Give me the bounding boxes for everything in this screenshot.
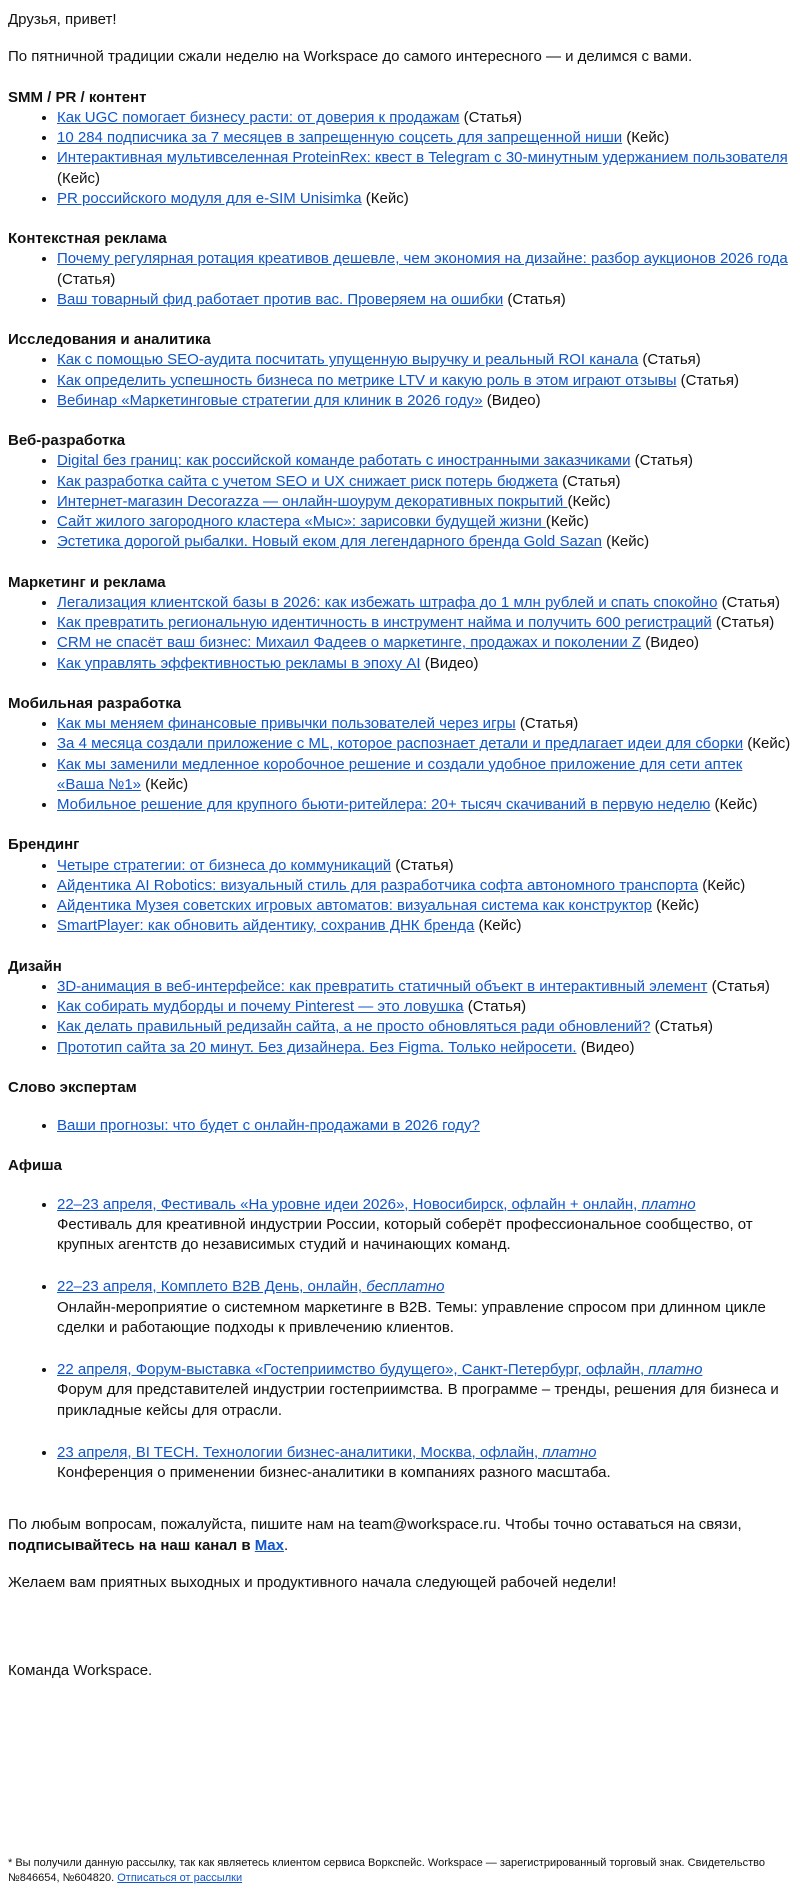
section-6 [8,835,792,936]
article-link[interactable]: Сайт жилого загородного кластера «Мыс»: зарисовки будущей жизни [57,513,546,530]
section-7 [8,957,792,1058]
article-link[interactable]: Интерактивная мультивселенная ProteinRex: квест в Telegram с 30-минутным удержанием пользователя [57,149,788,167]
list-item [57,714,792,734]
content-type-label: (Статья) [676,371,739,389]
event-link[interactable] [57,1196,696,1213]
list-item [57,1038,792,1058]
list-item [57,1017,792,1037]
event-link[interactable] [57,1361,702,1378]
content-type-label: (Кейс) [601,533,650,551]
section-title: Контекстная реклама [8,230,167,247]
list-item [57,391,792,411]
article-list [8,856,792,937]
article-link[interactable]: Интернет-магазин Decorazza — онлайн-шоурум декоративных покрытий [57,492,568,510]
greeting: Друзья, привет! [8,11,117,28]
content-type-label: (Статья) [717,593,780,611]
content-type-label: (Кейс) [710,796,758,813]
event-description: Фестиваль для креативной индустрии России, который соберёт профессиональное сообщество, от крупных агентств до независимых студий и начинающих команд. [57,1215,753,1253]
section-title: Брендинг [8,836,80,854]
content-type-label: (Кейс) [57,169,100,187]
article-link[interactable]: Как собирать мудборды и почему Pinterest — это ловушка [57,998,464,1015]
article-list [8,451,792,552]
list-item [57,734,792,754]
list-item [57,633,792,653]
content-type-label: (Кейс) [141,775,189,793]
content-type-label: (Статья) [707,977,770,995]
article-link[interactable]: Как разработка сайта с учетом SEO и UX снижает риск потерь бюджета [57,472,559,490]
section-title: Маркетинг и реклама [8,573,166,591]
article-link[interactable]: Айдентика AI Robotics: визуальный стиль для разработчика софта автономного транспорта [57,876,699,894]
content-type-label: (Статья) [638,351,701,369]
experts-list [8,1116,792,1136]
section-title: SMM / PR / контент [8,88,147,106]
article-link[interactable]: Ваш товарный фид работает против вас. Проверяем на ошибки [57,290,504,308]
list-item [57,795,792,815]
list-item [57,755,792,796]
article-link[interactable]: Ваши прогнозы: что будет с онлайн-продажами в 2026 году? [57,1117,480,1134]
event-item [57,1277,792,1338]
list-item [57,593,792,613]
list-item [57,916,792,936]
article-link[interactable]: Как UGC помогает бизнесу расти: от доверия к продажам [57,108,460,126]
article-link[interactable]: Прототип сайта за 20 минут. Без дизайнера. Без Figma. Только нейросети. [57,1038,577,1056]
event-description: Онлайн-мероприятие о системном маркетинге в B2B. Темы: управление спросом при длинном цикле сделки и работающие подходы к привлечению клиентов. [57,1298,766,1336]
content-type-label: (Статья) [463,998,527,1015]
list-item [57,350,792,370]
content-type-label: (Статья) [558,472,621,490]
footer [8,1856,778,1886]
section-title: Дизайн [8,957,62,975]
content-type-label: (Статья) [515,715,579,732]
section-title: Исследования и аналитика [8,331,211,348]
content-type-label: (Кейс) [651,897,700,914]
article-link[interactable]: 3D-анимация в веб-интерфейсе: как превратить статичный объект в интерактивный элемент [57,977,708,995]
section-0 [8,88,792,210]
event-title: 22–23 апреля, Фестиваль «На уровне идеи 2026», Новосибирск, офлайн + онлайн, [57,1195,642,1213]
event-price: платно [641,1195,696,1213]
article-link[interactable]: Айдентика Музея советских игровых автоматов: визуальная система как конструктор [57,897,652,914]
article-link[interactable]: Как превратить региональную идентичность в инструмент найма и получить 600 регистраций [57,614,712,631]
list-item [57,290,792,310]
content-type-label: (Кейс) [545,513,589,530]
subscribe-text: подписывайтесь на наш канал в [8,1536,255,1554]
event-item [57,1195,792,1256]
wish-text: Желаем вам приятных выходных и продуктивного начала следующей рабочей недели! [8,1573,617,1591]
section-5 [8,694,792,816]
article-list [8,108,792,209]
event-link[interactable] [57,1278,445,1295]
list-item [57,654,792,674]
unsubscribe-link[interactable]: Отписаться от рассылки [117,1871,243,1884]
contact-end: . [283,1536,289,1554]
article-list [8,249,792,310]
footer-text: * Вы получили данную рассылку, так как являетесь клиентом сервиса Воркспейс. Workspace — зарегистрированный торговый знак. Свидетельство №846654, №604820. [8,1857,765,1884]
content-type-label: (Видео) [420,654,479,672]
list-item [57,451,792,471]
list-item [57,472,792,492]
list-item [57,249,792,290]
event-title: 23 апреля, BI TECH. Технологии бизнес-аналитики, Москва, офлайн, [57,1443,543,1461]
content-type-label: (Кейс) [698,876,746,894]
content-type-label: (Статья) [459,108,523,126]
content-type-label: (Кейс) [361,189,409,207]
article-link[interactable]: Как мы заменили медленное коробочное решение и создали удобное приложение для сети аптек «Ваша №1» [57,755,743,793]
list-item [57,876,792,896]
article-link[interactable]: Вебинар «Маркетинговые стратегии для клиник в 2026 году» [57,391,483,409]
section-experts [8,1078,792,1137]
article-link[interactable]: Эстетика дорогой рыбалки. Новый еком для легендарного бренда Gold Sazan [57,533,602,551]
section-1 [8,229,792,310]
article-link[interactable]: Как управлять эффективностью рекламы в эпоху AI [57,654,421,672]
content-type-label: (Статья) [711,614,775,631]
content-type-label: (Видео) [641,634,700,652]
event-link[interactable] [57,1444,596,1461]
intro-text: По пятничной традиции сжали неделю на Workspace до самого интересного — и делимся с вами. [8,48,693,66]
article-list [8,593,792,674]
content-type-label: (Кейс) [474,917,522,935]
section-3 [8,431,792,553]
article-link[interactable]: Как делать правильный редизайн сайта, а не просто обновляться ради обновлений? [57,1018,651,1036]
article-link[interactable]: Почему регулярная ротация креативов дешевле, чем экономия на дизайне: разбор аукционов 2026 года [57,250,788,268]
max-channel-link[interactable]: Max [254,1536,284,1554]
section-afisha [8,1156,792,1483]
list-item [57,128,792,148]
content-type-label: (Видео) [482,391,541,409]
content-type-label: (Кейс) [567,492,611,510]
list-item [57,613,792,633]
article-link[interactable]: Как мы меняем финансовые привычки пользователей через игры [57,715,516,732]
list-item [57,189,792,209]
list-item [57,371,792,391]
content-type-label: (Статья) [650,1018,714,1036]
content-type-label: (Кейс) [622,129,670,146]
article-link[interactable]: Четыре стратегии: от бизнеса до коммуникаций [57,856,392,874]
events-list [8,1195,792,1484]
article-link[interactable]: Мобильное решение для крупного бьюти-ритейлера: 20+ тысяч скачиваний в первую неделю [57,796,711,813]
section-title: Мобильная разработка [8,694,182,712]
content-type-label: (Статья) [57,270,116,288]
article-list [8,977,792,1058]
team-signature: Команда Workspace. [8,1662,153,1679]
event-title: 22 апреля, Форум-выставка «Гостеприимство будущего», Санкт-Петербург, офлайн, [57,1361,649,1378]
event-price: платно [648,1361,703,1378]
contact-text [8,1515,792,1556]
event-item [57,1443,792,1484]
section-title: Слово экспертам [8,1078,137,1096]
content-type-label: (Статья) [391,856,454,874]
list-item [57,492,792,512]
article-list [8,350,792,411]
list-item [57,856,792,876]
section-title: Веб-разработка [8,432,126,449]
sections-container [8,88,792,1058]
section-2 [8,330,792,411]
section-4 [8,573,792,674]
article-link[interactable]: 10 284 подписчика за 7 месяцев в запрещенную соцсеть для запрещенной ниши [57,129,623,146]
contact-subscribe-bold [8,1537,284,1554]
list-item [57,896,792,916]
list-item [57,1116,792,1136]
event-item [57,1360,792,1421]
list-item [57,512,792,532]
content-type-label: (Видео) [576,1038,635,1056]
article-link[interactable]: За 4 месяца создали приложение с ML, которое распознает детали и предлагает идеи для сборки [57,735,744,753]
list-item [57,148,792,189]
article-list [8,714,792,815]
list-item [57,532,792,552]
event-price: платно [542,1443,597,1461]
article-link[interactable]: Digital без границ: как российской команде работать с иностранными заказчиками [57,452,631,470]
event-description: Конференция о применении бизнес-аналитики в компаниях разного масштаба. [57,1464,611,1481]
list-item [57,108,792,128]
article-link[interactable]: Легализация клиентской базы в 2026: как избежать штрафа до 1 млн рублей и спать спокойно [57,593,718,611]
list-item [57,977,792,997]
section-title: Афиша [8,1157,63,1175]
article-link[interactable]: SmartPlayer: как обновить айдентику, сохранив ДНК бренда [57,917,475,935]
contact-text-main: По любым вопросам, пожалуйста, пишите нам на team@workspace.ru. Чтобы точно оставаться на связи, [8,1516,742,1534]
event-title: 22–23 апреля, Комплето B2B День, онлайн, [57,1278,367,1296]
content-type-label: (Статья) [630,452,693,470]
article-link[interactable]: Как определить успешность бизнеса по метрике LTV и какую роль в этом играют отзывы [57,371,677,389]
article-link[interactable]: CRM не спасёт ваш бизнес: Михаил Фадеев о маркетинге, продажах и поколении Z [57,634,642,652]
event-price: бесплатно [366,1278,445,1296]
article-link[interactable]: PR российского модуля для e-SIM Unisimka [57,189,362,207]
list-item [57,997,792,1017]
content-type-label: (Кейс) [743,735,791,753]
article-link[interactable]: Как с помощью SEO-аудита посчитать упущенную выручку и реальный ROI канала [57,351,639,369]
event-description: Форум для представителей индустрии гостеприимства. В программе – тренды, решения для бизнеса и прикладные кейсы для отрасли. [57,1381,779,1419]
content-type-label: (Статья) [503,290,566,308]
